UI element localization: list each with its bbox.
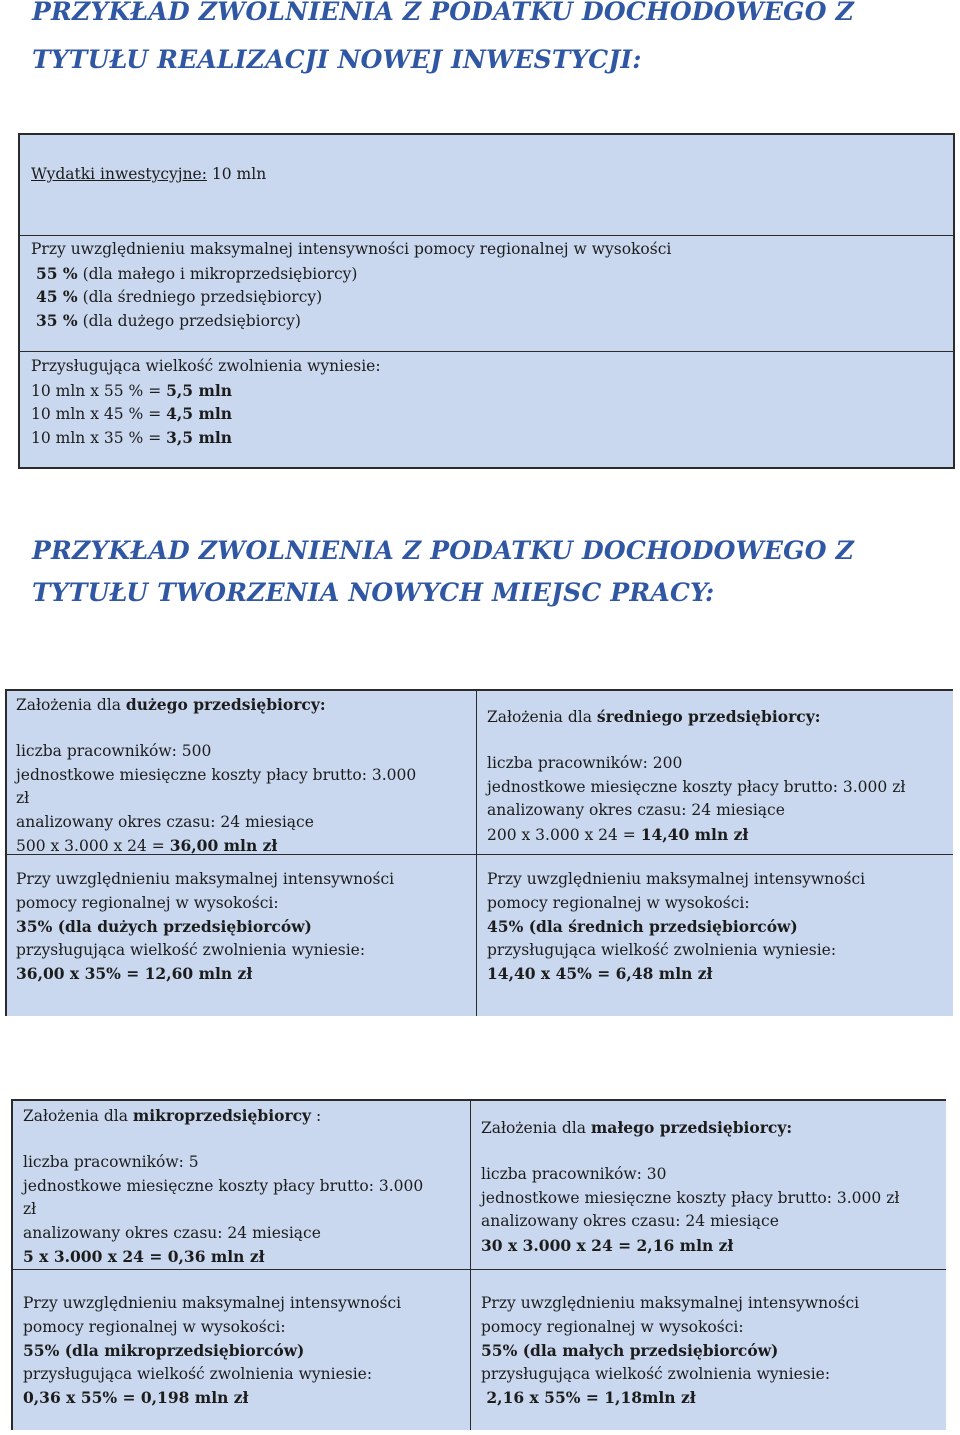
large-head: Założenia dla dużego przedsiębiorcy: bbox=[16, 695, 326, 714]
cell-micro-result bbox=[13, 1270, 471, 1430]
cell-small-assumptions bbox=[471, 1101, 946, 1270]
medium-head: Założenia dla średniego przedsiębiorcy: bbox=[487, 707, 821, 726]
small-employees: liczba pracowników: 30 bbox=[481, 1165, 667, 1183]
medium-cost: jednostkowe miesięczne koszty płacy brutto: 3.000 zł bbox=[487, 777, 906, 796]
large-intensity-2: pomocy regionalnej w wysokości: bbox=[16, 893, 279, 912]
large-result-intro: przysługująca wielkość zwolnienia wyniesie: bbox=[16, 940, 366, 959]
heading-new-jobs-line1: PRZYKŁAD ZWOLNIENIA Z PODATKU DOCHODOWEGO Z bbox=[32, 536, 855, 565]
medium-calc: 200 x 3.000 x 24 = 14,40 mln zł bbox=[487, 824, 749, 844]
investment-results bbox=[31, 355, 381, 449]
investment-intensity bbox=[31, 238, 671, 332]
jobs-table-micro-small bbox=[11, 1099, 946, 1430]
heading-new-jobs bbox=[32, 530, 854, 614]
medium-employees: liczba pracowników: 200 bbox=[487, 754, 683, 772]
large-calc: 500 x 3.000 x 24 = 36,00 mln zł bbox=[16, 836, 278, 855]
small-period: analizowany okres czasu: 24 miesiące bbox=[481, 1212, 779, 1230]
micro-result: 0,36 x 55% = 0,198 mln zł bbox=[23, 1388, 249, 1407]
large-result: 36,00 x 35% = 12,60 mln zł bbox=[16, 964, 253, 983]
small-cost: jednostkowe miesięczne koszty płacy brutto: 3.000 zł bbox=[481, 1188, 900, 1207]
divider bbox=[20, 235, 953, 236]
investment-example-box bbox=[18, 133, 955, 469]
result-row: 10 mln x 35 % = 3,5 mln bbox=[31, 427, 233, 447]
result-row: 10 mln x 55 % = 5,5 mln bbox=[31, 380, 233, 400]
medium-intensity-1: Przy uwzględnieniu maksymalnej intensywności bbox=[487, 870, 866, 888]
medium-result-intro: przysługująca wielkość zwolnienia wyniesie: bbox=[487, 940, 837, 959]
large-intensity-1: Przy uwzględnieniu maksymalnej intensywności bbox=[16, 870, 395, 888]
micro-intensity-2: pomocy regionalnej w wysokości: bbox=[23, 1317, 286, 1336]
large-employees: liczba pracowników: 500 bbox=[16, 742, 212, 760]
large-period: analizowany okres czasu: 24 miesiące bbox=[16, 812, 314, 831]
medium-intensity-2: pomocy regionalnej w wysokości: bbox=[487, 893, 750, 912]
large-rate: 35% (dla dużych przedsiębiorców) bbox=[16, 917, 312, 936]
medium-result: 14,40 x 45% = 6,48 mln zł bbox=[487, 964, 713, 983]
small-result: 2,16 x 55% = 1,18mln zł bbox=[481, 1388, 696, 1407]
jobs-table-large-medium bbox=[5, 689, 953, 1016]
large-cost-unit: zł bbox=[16, 789, 30, 807]
micro-result-intro: przysługująca wielkość zwolnienia wyniesie: bbox=[23, 1364, 373, 1383]
micro-cost: jednostkowe miesięczne koszty płacy brutto: 3.000 bbox=[23, 1176, 424, 1195]
expenses-label: Wydatki inwestycyjne: bbox=[31, 165, 207, 183]
small-result-intro: przysługująca wielkość zwolnienia wyniesie: bbox=[481, 1364, 831, 1383]
cell-small-result bbox=[471, 1270, 946, 1430]
micro-rate: 55% (dla mikroprzedsiębiorców) bbox=[23, 1341, 305, 1360]
micro-period: analizowany okres czasu: 24 miesiące bbox=[23, 1223, 321, 1242]
investment-expenses bbox=[31, 163, 266, 187]
cell-large-result bbox=[7, 855, 477, 1016]
cell-medium-result bbox=[477, 855, 953, 1016]
rate-row: 55 % (dla małego i mikroprzedsiębiorcy) bbox=[35, 263, 358, 283]
rate-row: 35 % (dla dużego przedsiębiorcy) bbox=[35, 310, 301, 330]
result-intro: Przysługująca wielkość zwolnienia wyniesie: bbox=[31, 357, 381, 375]
small-intensity-2: pomocy regionalnej w wysokości: bbox=[481, 1317, 744, 1336]
result-row: 10 mln x 45 % = 4,5 mln bbox=[31, 404, 233, 423]
heading-new-investment-line1: PRZYKŁAD ZWOLNIENIA Z PODATKU DOCHODOWEGO Z bbox=[32, 0, 855, 26]
small-calc: 30 x 3.000 x 24 = 2,16 mln zł bbox=[481, 1235, 734, 1255]
micro-head: Założenia dla mikroprzedsiębiorcy : bbox=[23, 1106, 322, 1125]
heading-new-investment bbox=[32, 0, 854, 81]
medium-period: analizowany okres czasu: 24 miesiące bbox=[487, 801, 785, 819]
heading-new-jobs-line2: TYTUŁU TWORZENIA NOWYCH MIEJSC PRACY: bbox=[32, 578, 715, 607]
intensity-intro: Przy uwzględnieniu maksymalnej intensywności pomocy regionalnej w wysokości bbox=[31, 240, 672, 258]
small-intensity-1: Przy uwzględnieniu maksymalnej intensywności bbox=[481, 1294, 860, 1312]
micro-cost-unit: zł bbox=[23, 1200, 37, 1218]
cell-micro-assumptions bbox=[13, 1101, 471, 1270]
medium-rate: 45% (dla średnich przedsiębiorców) bbox=[487, 917, 798, 936]
micro-intensity-1: Przy uwzględnieniu maksymalnej intensywności bbox=[23, 1294, 402, 1312]
expenses-value: 10 mln bbox=[206, 165, 267, 183]
cell-medium-assumptions bbox=[477, 691, 953, 855]
large-cost: jednostkowe miesięczne koszty płacy brutto: 3.000 bbox=[16, 765, 417, 784]
micro-calc: 5 x 3.000 x 24 = 0,36 mln zł bbox=[23, 1247, 265, 1266]
heading-new-investment-line2: TYTUŁU REALIZACJI NOWEJ INWESTYCJI: bbox=[32, 45, 642, 74]
small-rate: 55% (dla małych przedsiębiorców) bbox=[481, 1341, 779, 1360]
rate-row: 45 % (dla średniego przedsiębiorcy) bbox=[35, 287, 323, 306]
cell-large-assumptions bbox=[7, 691, 477, 855]
divider bbox=[20, 351, 953, 352]
micro-employees: liczba pracowników: 5 bbox=[23, 1153, 199, 1171]
small-head: Założenia dla małego przedsiębiorcy: bbox=[481, 1118, 793, 1137]
